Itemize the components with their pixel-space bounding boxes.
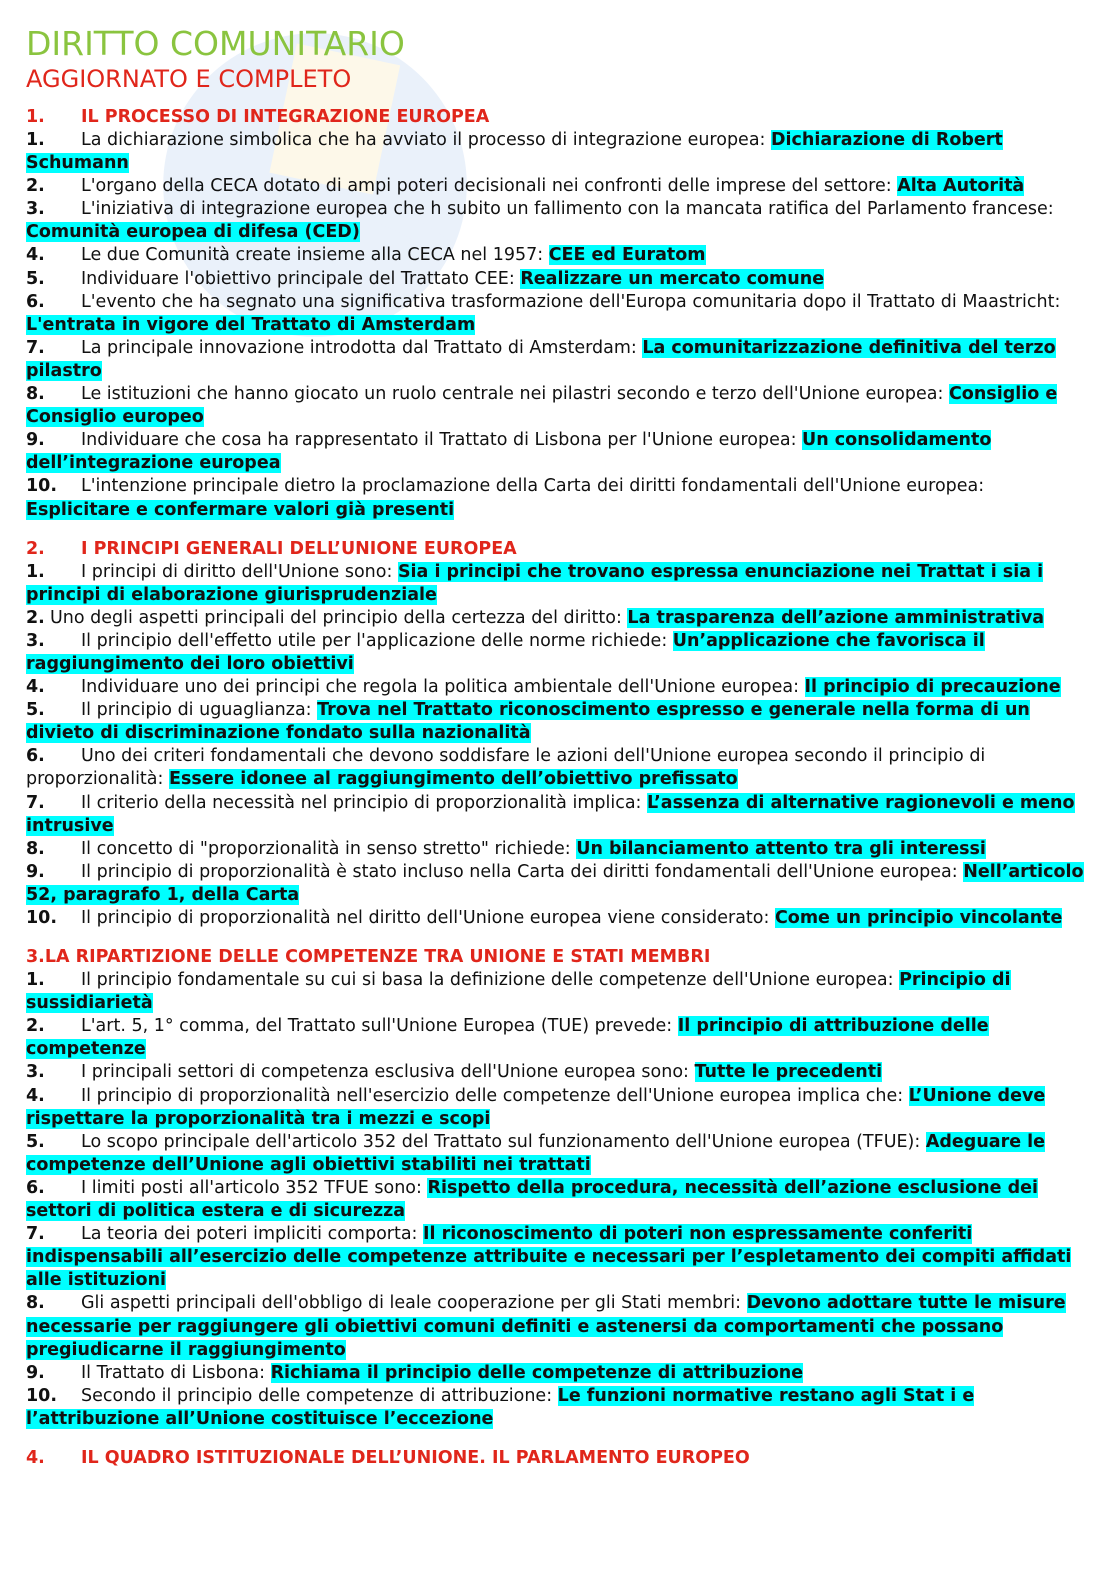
question-text: Secondo il principio delle competenze di attribuzione: bbox=[81, 1385, 558, 1406]
answer-highlight: La comunitarizzazione definitiva del terzo pilastro bbox=[26, 337, 1056, 381]
answer-highlight: Dichiarazione di Robert Schumann bbox=[26, 130, 1003, 174]
question-item bbox=[26, 907, 1088, 930]
section-4 bbox=[26, 1447, 1088, 1470]
question-number: 7. bbox=[26, 1224, 45, 1245]
question-text: Il principio fondamentale su cui si basa la definizione delle competenze dell'Unione europea: bbox=[81, 970, 900, 991]
question-number: 8. bbox=[26, 384, 45, 405]
section-3 bbox=[26, 946, 1088, 1431]
answer-highlight: Consiglio e Consiglio europeo bbox=[26, 384, 1058, 428]
question-text: La teoria dei poteri impliciti comporta: bbox=[81, 1224, 424, 1245]
question-text: I limiti posti all'articolo 352 TFUE sono: bbox=[81, 1177, 428, 1198]
answer-highlight: Rispetto della procedura, necessità dell’azione esclusione dei settori di politica estera e di sicurezza bbox=[26, 1177, 1038, 1222]
question-number: 10. bbox=[26, 476, 58, 497]
question-item bbox=[26, 244, 1088, 267]
question-item bbox=[26, 1061, 1088, 1084]
question-number: 5. bbox=[26, 700, 45, 721]
section-1 bbox=[26, 106, 1088, 522]
sections-container bbox=[26, 106, 1088, 1470]
answer-highlight: Un bilanciamento attento tra gli interessi bbox=[576, 838, 986, 859]
answer-highlight: Realizzare un mercato comune bbox=[520, 268, 825, 289]
section-heading-text: I PRINCIPI GENERALI DELL’UNIONE EUROPEA bbox=[81, 538, 517, 559]
question-number: 4. bbox=[26, 245, 45, 266]
answer-highlight: Principio di sussidiarietà bbox=[26, 970, 1011, 1014]
question-text: Uno degli aspetti principali del principio della certezza del diritto: bbox=[50, 607, 628, 628]
question-item bbox=[26, 337, 1088, 383]
question-item bbox=[26, 1177, 1088, 1223]
answer-highlight: Il riconoscimento di poteri non espressamente conferiti indispensabili all’esercizio delle competenze attribuite e necessari per l’espletamento dei compiti affidati alle istituzioni bbox=[26, 1224, 1072, 1291]
document bbox=[26, 24, 1088, 1486]
question-number: 1. bbox=[26, 970, 45, 991]
question-text: I principali settori di competenza esclusiva dell'Unione europea sono: bbox=[81, 1062, 695, 1083]
section-number: 3. bbox=[26, 947, 45, 968]
answer-highlight: Trova nel Trattato riconoscimento espresso e generale nella forma di un divieto di discriminazione fondato sulla nazionalità bbox=[26, 700, 1030, 744]
answer-highlight: Le funzioni normative restano agli Stat i e l’attribuzione all’Unione costituisce l’eccezione bbox=[26, 1385, 975, 1429]
answer-highlight: CEE ed Euratom bbox=[548, 245, 706, 266]
question-item bbox=[26, 129, 1088, 175]
document-subtitle: AGGIORNATO E COMPLETO bbox=[26, 65, 352, 93]
section-heading bbox=[26, 106, 1088, 129]
answer-highlight: L’assenza di alternative ragionevoli e meno intrusive bbox=[26, 792, 1075, 836]
answer-highlight: Devono adottare tutte le misure necessarie per raggiungere gli obiettivi comuni definiti e astenersi da comportamenti che possano pregiudicarne il raggiungimento bbox=[26, 1293, 1066, 1360]
question-text: Le due Comunità create insieme alla CECA nel 1957: bbox=[81, 245, 549, 266]
question-number: 2. bbox=[26, 176, 45, 197]
question-item bbox=[26, 561, 1088, 607]
question-number: 3. bbox=[26, 630, 45, 651]
answer-highlight: Tutte le precedenti bbox=[694, 1062, 883, 1083]
question-item bbox=[26, 1015, 1088, 1061]
question-item bbox=[26, 630, 1088, 676]
answer-highlight: La trasparenza dell’azione amministrativa bbox=[627, 607, 1045, 628]
question-number: 8. bbox=[26, 838, 45, 859]
question-number: 3. bbox=[26, 199, 45, 220]
question-item bbox=[26, 792, 1088, 838]
question-item bbox=[26, 1292, 1088, 1361]
section-heading bbox=[26, 538, 1088, 561]
answer-highlight: Come un principio vincolante bbox=[774, 908, 1063, 928]
question-item bbox=[26, 1385, 1088, 1431]
answer-highlight: L’Unione deve rispettare la proporzionalità tra i mezzi e scopi bbox=[26, 1085, 1046, 1129]
section-heading-text: IL PROCESSO DI INTEGRAZIONE EUROPEA bbox=[81, 107, 490, 127]
question-item bbox=[26, 745, 1088, 791]
question-item bbox=[26, 1131, 1088, 1177]
question-text: Lo scopo principale dell'articolo 352 del Trattato sul funzionamento dell'Unione europea (TFUE): bbox=[81, 1131, 926, 1152]
question-number: 6. bbox=[26, 746, 45, 767]
answer-highlight: Richiama il principio delle competenze di attribuzione bbox=[270, 1362, 804, 1383]
question-number: 4. bbox=[26, 1085, 45, 1106]
question-number: 4. bbox=[26, 677, 45, 698]
answer-highlight: Adeguare le competenze dell’Unione agli obiettivi stabiliti nei trattati bbox=[26, 1131, 1046, 1175]
question-text: Individuare che cosa ha rappresentato il Trattato di Lisbona per l'Unione europea: bbox=[81, 430, 803, 451]
question-text: Il principio di proporzionalità nell'esercizio delle competenze dell'Unione europea implica che: bbox=[81, 1085, 909, 1106]
question-item bbox=[26, 429, 1088, 475]
section-heading bbox=[26, 1447, 1088, 1470]
question-item bbox=[26, 198, 1088, 244]
answer-highlight: Essere idonee al raggiungimento dell’obiettivo prefissato bbox=[168, 769, 738, 790]
question-text: La principale innovazione introdotta dal Trattato di Amsterdam: bbox=[81, 337, 643, 358]
question-text: Il criterio della necessità nel principio di proporzionalità implica: bbox=[81, 792, 648, 813]
question-number: 9. bbox=[26, 861, 45, 882]
answer-highlight: Alta Autorità bbox=[897, 176, 1025, 197]
question-item bbox=[26, 861, 1088, 907]
question-item bbox=[26, 838, 1088, 861]
section-heading-text: LA RIPARTIZIONE DELLE COMPETENZE TRA UNIONE E STATI MEMBRI bbox=[44, 947, 711, 968]
question-text: L'intenzione principale dietro la proclamazione della Carta dei diritti fondamentali dell'Unione europea: bbox=[81, 476, 985, 497]
question-item bbox=[26, 1085, 1088, 1131]
answer-highlight: Un’applicazione che favorisca il raggiungimento dei loro obiettivi bbox=[26, 630, 985, 674]
question-number: 5. bbox=[26, 1131, 45, 1152]
question-item bbox=[26, 268, 1088, 291]
answer-highlight: Un consolidamento dell’integrazione europea bbox=[26, 430, 992, 474]
question-item bbox=[26, 175, 1088, 198]
question-number: 9. bbox=[26, 430, 45, 451]
question-item bbox=[26, 607, 1088, 630]
question-number: 7. bbox=[26, 337, 45, 358]
question-number: 9. bbox=[26, 1362, 45, 1383]
question-text: Le istituzioni che hanno giocato un ruolo centrale nei pilastri secondo e terzo dell'Unione europea: bbox=[81, 384, 949, 405]
question-text: Il Trattato di Lisbona: bbox=[81, 1362, 271, 1383]
question-text: Il principio di proporzionalità nel diritto dell'Unione europea viene considerato: bbox=[81, 908, 775, 928]
section-number: 2. bbox=[26, 538, 45, 559]
question-text: Gli aspetti principali dell'obbligo di leale cooperazione per gli Stati membri: bbox=[81, 1293, 747, 1314]
question-number: 5. bbox=[26, 268, 45, 289]
question-number: 10. bbox=[26, 908, 58, 928]
question-number: 2. bbox=[26, 607, 45, 628]
question-item bbox=[26, 1362, 1088, 1385]
answer-highlight: Comunità europea di difesa (CED) bbox=[26, 222, 360, 243]
answer-highlight: L'entrata in vigore del Trattato di Amsterdam bbox=[26, 314, 476, 335]
question-number: 1. bbox=[26, 561, 45, 582]
answer-highlight: Esplicitare e confermare valori già presenti bbox=[26, 499, 455, 520]
section-number: 4. bbox=[26, 1447, 45, 1468]
section-number: 1. bbox=[26, 107, 45, 127]
question-text: Individuare l'obiettivo principale del Trattato CEE: bbox=[81, 268, 521, 289]
question-text: I principi di diritto dell'Unione sono: bbox=[81, 561, 398, 582]
question-text: Individuare uno dei principi che regola la politica ambientale dell'Unione europea: bbox=[81, 677, 805, 698]
question-number: 6. bbox=[26, 291, 45, 312]
question-text: Il principio di proporzionalità è stato incluso nella Carta dei diritti fondamentali dell'Unione europea: bbox=[81, 861, 964, 882]
question-number: 3. bbox=[26, 1062, 45, 1083]
question-item bbox=[26, 969, 1088, 1015]
question-number: 10. bbox=[26, 1385, 58, 1406]
answer-highlight: Il principio di precauzione bbox=[804, 677, 1061, 698]
answer-highlight: Nell’articolo 52, paragrafo 1, della Carta bbox=[26, 861, 1084, 905]
question-text: L'organo della CECA dotato di ampi poteri decisionali nei confronti delle imprese del settore: bbox=[81, 176, 898, 197]
section-heading bbox=[26, 946, 1088, 969]
section-2 bbox=[26, 538, 1088, 931]
question-number: 6. bbox=[26, 1177, 45, 1198]
question-text: L'evento che ha segnato una significativa trasformazione dell'Europa comunitaria dopo il Trattato di Maastricht: bbox=[81, 291, 1061, 312]
section-heading-text: IL QUADRO ISTITUZIONALE DELL’UNIONE. IL PARLAMENTO EUROPEO bbox=[81, 1447, 750, 1468]
question-item bbox=[26, 291, 1088, 337]
question-text: L'iniziativa di integrazione europea che h subito un fallimento con la mancata ratifica del Parlamento francese: bbox=[81, 199, 1054, 220]
question-number: 8. bbox=[26, 1293, 45, 1314]
question-text: Il principio dell'effetto utile per l'applicazione delle norme richiede: bbox=[81, 630, 673, 651]
question-number: 7. bbox=[26, 792, 45, 813]
document-title: DIRITTO COMUNITARIO bbox=[26, 24, 405, 63]
question-text: Uno dei criteri fondamentali che devono soddisfare le azioni dell'Unione europea secondo il principio di proporzionalità: bbox=[26, 746, 986, 790]
question-item bbox=[26, 475, 1088, 521]
question-text: L'art. 5, 1° comma, del Trattato sull'Unione Europea (TUE) prevede: bbox=[81, 1016, 678, 1037]
question-item bbox=[26, 676, 1088, 699]
question-text: Il principio di uguaglianza: bbox=[81, 700, 318, 721]
question-item bbox=[26, 1223, 1088, 1292]
question-number: 2. bbox=[26, 1016, 45, 1037]
question-text: La dichiarazione simbolica che ha avviato il processo di integrazione europea: bbox=[81, 130, 772, 150]
question-number: 1. bbox=[26, 130, 45, 150]
question-text: Il concetto di "proporzionalità in senso stretto" richiede: bbox=[81, 838, 577, 859]
answer-highlight: Il principio di attribuzione delle competenze bbox=[26, 1016, 989, 1060]
answer-highlight: Sia i principi che trovano espressa enunciazione nei Trattat i sia i principi di elaborazione giurisprudenziale bbox=[26, 561, 1044, 605]
question-item bbox=[26, 699, 1088, 745]
question-item bbox=[26, 383, 1088, 429]
